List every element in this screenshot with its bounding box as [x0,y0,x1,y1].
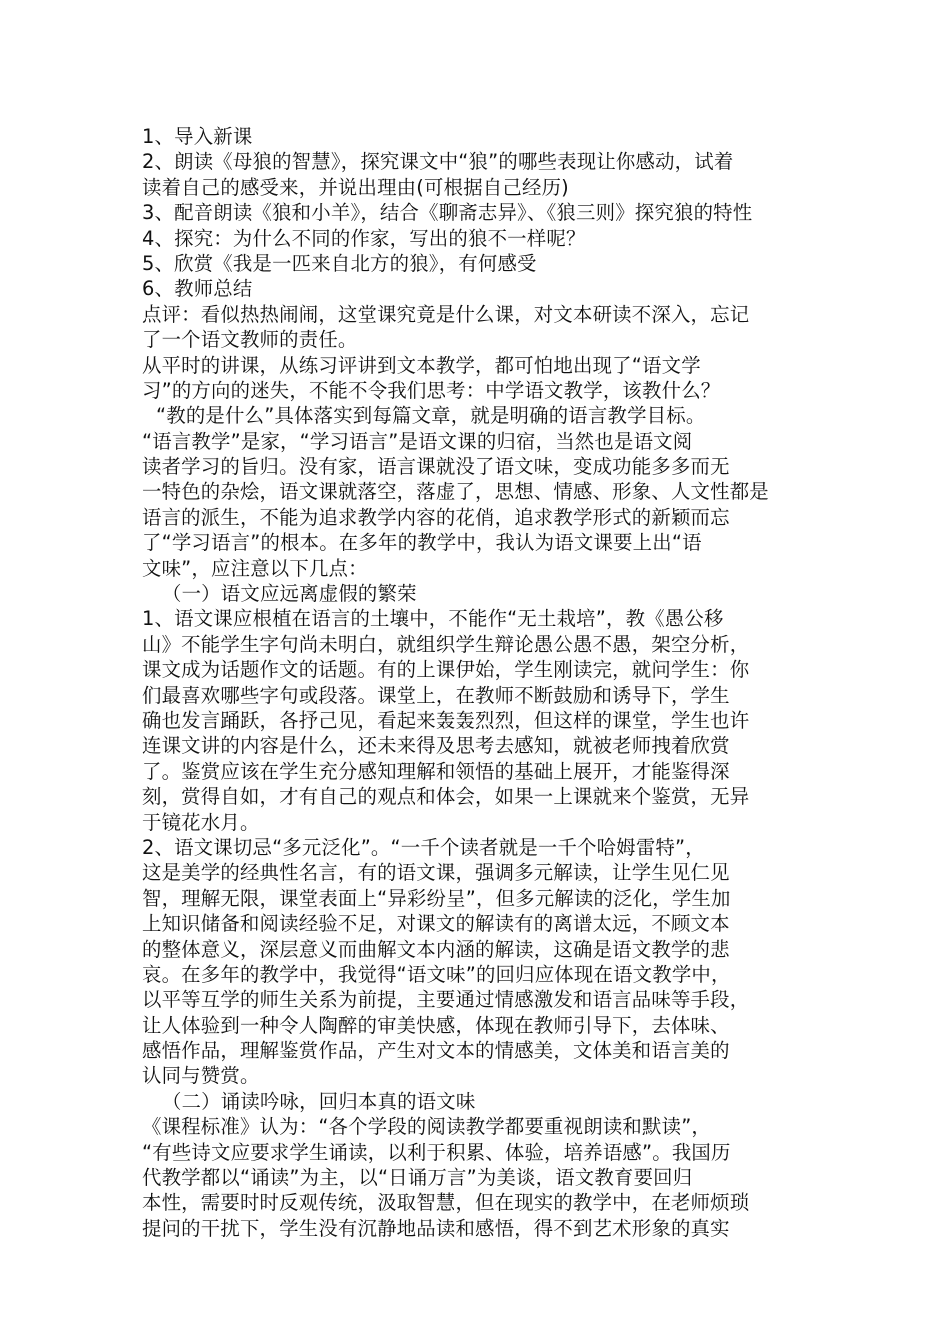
text-line: 3、配音朗读《狼和小羊》，结合《聊斋志异》、《狼三则》探究狼的特性 [142,201,753,225]
text-line: 连课文讲的内容是什么，还未来得及思考去感知，就被老师拽着欣赏 [142,734,730,758]
text-line: 6、教师总结 [142,277,253,301]
text-line: 以平等互学的师生关系为前提，主要通过情感激发和语言品味等手段， [142,988,750,1012]
text-line: 2、朗读《母狼的智慧》，探究课文中“狼”的哪些表现让你感动，试着 [142,150,734,174]
text-line: 们最喜欢哪些字句或段落。课堂上，在教师不断鼓励和诱导下，学生 [142,683,730,707]
text-line: 点评：看似热热闹闹，这堂课究竟是什么课，对文本研读不深入，忘记 [142,302,750,326]
text-line: 文味”，应注意以下几点： [142,556,368,580]
text-line: 认同与赞赏。 [142,1064,260,1088]
section-heading: （一）语文应远离虚假的繁荣 [162,582,417,606]
section-heading: （二）诵读吟咏，回归本真的语文味 [162,1089,476,1113]
text-line: 感悟作品，理解鉴赏作品，产生对文本的情感美，文体美和语言美的 [142,1039,730,1063]
text-line: 提问的干扰下，学生没有沉静地品读和感悟，得不到艺术形象的真实 [142,1216,730,1240]
text-line: 刻，赏得自如，才有自己的观点和体会，如果一上课就来个鉴赏，无异 [142,785,750,809]
text-line: 读者学习的旨归。没有家，语言课就没了语文味，变成功能多多而无 [142,455,730,479]
text-line: 《课程标准》认为：“各个学段的阅读教学都要重视朗读和默读”， [142,1115,712,1139]
text-line: 从平时的讲课，从练习评讲到文本教学，都可怕地出现了“语文学 [142,353,701,377]
text-line: 2、语文课切忌“多元泛化”。“一千个读者就是一千个哈姆雷特”， [142,835,705,859]
text-line: 代教学都以“诵读”为主，以“日诵万言”为美谈，语文教育要回归 [142,1166,693,1190]
text-line: 了一个语文教师的责任。 [142,328,358,352]
text-line: 上知识储备和阅读经验不足，对课文的解读有的离谱太远，不顾文本 [142,912,730,936]
document-page [142,124,812,1241]
text-line: 确也发言踊跃，各抒己见，看起来轰轰烈烈，但这样的课堂，学生也许 [142,708,750,732]
text-line: 这是美学的经典性名言，有的语文课，强调多元解读，让学生见仁见 [142,861,730,885]
text-line: 1、语文课应根植在语言的土壤中，不能作“无土栽培”，教《愚公移 [142,607,724,631]
text-line: 习”的方向的迷失，不能不令我们思考：中学语文教学，该教什么？ [142,378,721,402]
text-line: “教的是什么”具体落实到每篇文章，就是明确的语言教学目标。 [156,404,706,428]
text-line: 5、欣赏《我是一匹来自北方的狼》，有何感受 [142,251,537,275]
text-line: 哀。在多年的教学中，我觉得“语文味”的回归应体现在语文教学中， [142,962,731,986]
text-line: 让人体验到一种令人陶醉的审美快感，体现在教师引导下，去体味、 [142,1013,730,1037]
text-line: “有些诗文应要求学生诵读，以利于积累、体验，培养语感”。我国历 [142,1140,731,1164]
text-line: 的整体意义，深层意义而曲解文本内涵的解读，这确是语文教学的悲 [142,937,730,961]
text-line: 读着自己的感受来，并说出理由(可根据自己经历) [142,175,569,199]
text-line: 于镜花水月。 [142,810,260,834]
text-line: 了。鉴赏应该在学生充分感知理解和领悟的基础上展开，才能鉴得深 [142,759,730,783]
text-line: 1、导入新课 [142,125,253,148]
text-line: 课文成为话题作文的话题。有的上课伊始，学生刚读完，就问学生：你 [142,658,750,682]
text-line: 了“学习语言”的根本。在多年的教学中，我认为语文课要上出“语 [142,531,702,555]
text-line: 本性，需要时时反观传统，汲取智慧，但在现实的教学中，在老师烦琐 [142,1191,750,1215]
text-line: “语言教学”是家，“学习语言”是语文课的归宿，当然也是语文阅 [142,429,693,453]
text-line: 4、探究：为什么不同的作家，写出的狼不一样呢？ [142,226,586,250]
text-line: 山》不能学生字句尚未明白，就组织学生辩论愚公愚不愚，架空分析， [142,632,750,656]
text-line: 智，理解无限，课堂表面上“异彩纷呈”，但多元解读的泛化，学生加 [142,886,731,910]
text-line: 一特色的杂烩，语文课就落空，落虚了，思想、情感、形象、人文性都是 [142,480,769,504]
text-line: 语言的派生，不能为追求教学内容的花俏，追求教学形式的新颖而忘 [142,505,730,529]
